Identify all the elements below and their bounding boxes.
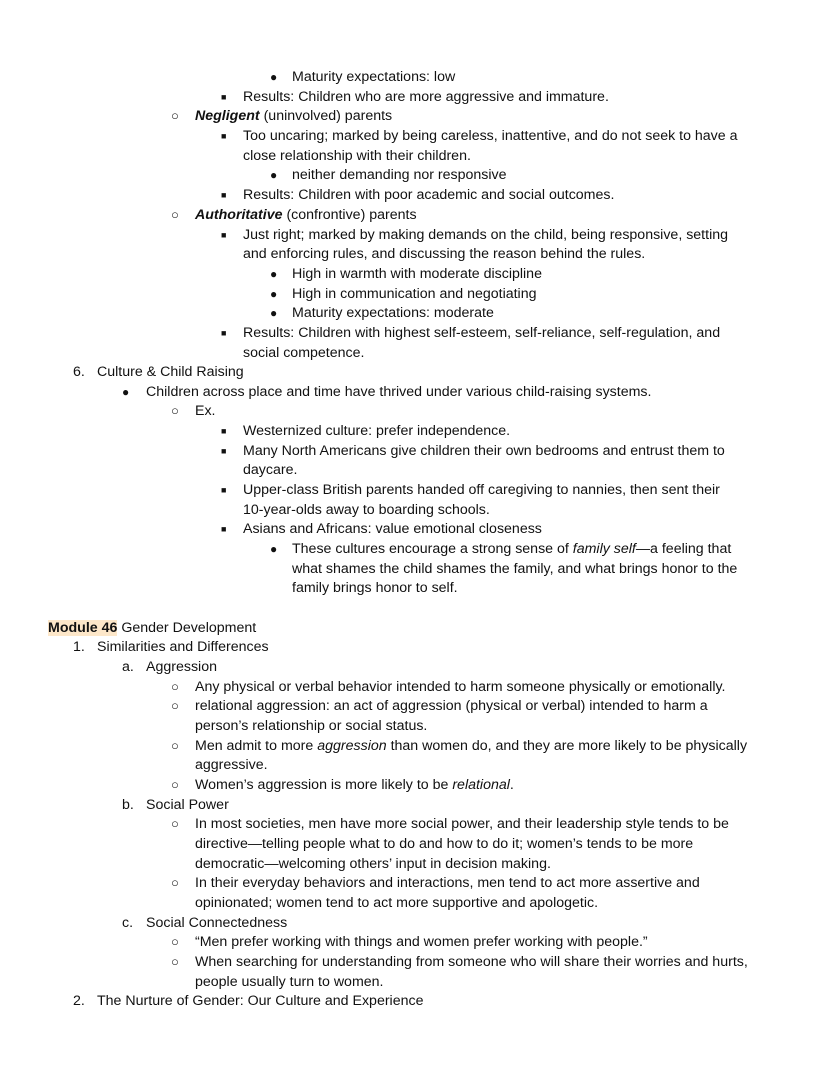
bullet-circle: ○ <box>171 738 179 753</box>
bullet-disc: ● <box>270 70 278 84</box>
text-line <box>292 540 731 558</box>
text-line: In most societies, men have more social power, and their leadership style tends to be <box>195 816 729 832</box>
subsection-heading: Aggression <box>146 659 217 675</box>
bullet-circle: ○ <box>171 934 179 949</box>
list-number: 6. <box>73 364 85 380</box>
text-line: and enforcing rules, and discussing the reason behind the rules. <box>243 246 646 262</box>
text-segment: Men admit to more <box>195 738 318 754</box>
text-line: Maturity expectations: low <box>292 69 456 85</box>
authoritative-heading <box>195 206 417 224</box>
text-segment: . <box>509 777 514 793</box>
text-line: Maturity expectations: moderate <box>292 305 494 321</box>
bullet-disc: ● <box>122 385 130 399</box>
text-line: relational aggression: an act of aggression (physical or verbal) intended to harm a <box>195 698 708 714</box>
bullet-square: ■ <box>221 524 227 534</box>
negligent-rest: (uninvolved) parents <box>259 108 393 124</box>
bullet-circle: ○ <box>171 679 179 694</box>
text-line: In their everyday behaviors and interactions, men tend to act more assertive and <box>195 875 700 891</box>
bullet-disc: ● <box>270 287 278 301</box>
text-line: what shames the child shames the family, and what brings honor to the <box>292 561 738 577</box>
text-line: daycare. <box>243 462 298 478</box>
list-letter: c. <box>122 915 134 931</box>
text-segment: Women’s aggression is more likely to be <box>195 777 453 793</box>
bullet-disc: ● <box>270 306 278 320</box>
section-heading: Similarities and Differences <box>97 639 269 655</box>
bullet-square: ■ <box>221 131 227 141</box>
text-line: Many North Americans give children their own bedrooms and entrust them to <box>243 443 725 459</box>
text-line: family brings honor to self. <box>292 580 458 596</box>
text-line: Results: Children with poor academic and social outcomes. <box>243 187 615 203</box>
text-line: directive—telling people what to do and how to do it; women’s tends to be more <box>195 836 694 852</box>
text-line: person’s relationship or social status. <box>195 718 428 734</box>
bullet-circle: ○ <box>171 954 179 969</box>
text-line: 10-year-olds away to boarding schools. <box>243 502 490 518</box>
authoritative-rest: (confrontive) parents <box>282 207 417 223</box>
text-line: close relationship with their children. <box>243 148 471 164</box>
text-segment: than women do, and they are more likely to be physically <box>386 738 748 754</box>
text-line: Just right; marked by making demands on the child, being responsive, setting <box>243 227 729 243</box>
module-title: Gender Development <box>117 620 257 636</box>
text-segment: —a feeling that <box>635 541 732 557</box>
text-line: Asians and Africans: value emotional closeness <box>243 521 542 537</box>
negligent-heading <box>195 107 392 125</box>
bullet-square: ■ <box>221 190 227 200</box>
text-line: High in warmth with moderate discipline <box>292 266 542 282</box>
bullet-square: ■ <box>221 328 227 338</box>
text-line: Westernized culture: prefer independence. <box>243 423 511 439</box>
text-line <box>195 776 514 794</box>
list-number: 1. <box>73 639 85 655</box>
bullet-square: ■ <box>221 92 227 102</box>
bullet-circle: ○ <box>171 875 179 890</box>
bullet-circle: ○ <box>171 777 179 792</box>
text-line: Results: Children who are more aggressive and immature. <box>243 89 609 105</box>
list-number: 2. <box>73 993 85 1009</box>
section-heading: Culture & Child Raising <box>97 364 244 380</box>
text-line: people usually turn to women. <box>195 974 384 990</box>
bullet-square: ■ <box>221 426 227 436</box>
text-line: democratic—welcoming others’ input in decision making. <box>195 856 551 872</box>
text-line: “Men prefer working with things and women prefer working with people.” <box>195 934 648 950</box>
text-line: Children across place and time have thrived under various child-raising systems. <box>146 384 652 400</box>
bullet-circle: ○ <box>171 207 179 222</box>
text-line: High in communication and negotiating <box>292 286 537 302</box>
text-line: Results: Children with highest self-esteem, self-reliance, self-regulation, and <box>243 325 721 341</box>
module-label: Module 46 <box>48 620 118 636</box>
text-line: Upper-class British parents handed off caregiving to nannies, then sent their <box>243 482 720 498</box>
bullet-disc: ● <box>270 542 278 556</box>
bullet-disc: ● <box>270 168 278 182</box>
text-line: aggressive. <box>195 757 268 773</box>
bullet-square: ■ <box>221 230 227 240</box>
text-line: Too uncaring; marked by being careless, inattentive, and do not seek to have a <box>243 128 738 144</box>
bullet-circle: ○ <box>171 403 179 418</box>
bullet-square: ■ <box>221 485 227 495</box>
text-line: social competence. <box>243 345 365 361</box>
module-heading <box>48 619 256 637</box>
text-line: neither demanding nor responsive <box>292 167 507 183</box>
section-heading: The Nurture of Gender: Our Culture and Experience <box>97 993 424 1009</box>
negligent-bold: Negligent <box>195 108 260 124</box>
bullet-circle: ○ <box>171 816 179 831</box>
text-line: Ex. <box>195 403 216 419</box>
bullet-circle: ○ <box>171 698 179 713</box>
text-line: When searching for understanding from someone who will share their worries and hurts, <box>195 954 748 970</box>
text-line: Any physical or verbal behavior intended to harm someone physically or emotionally. <box>195 679 726 695</box>
text-line <box>195 737 747 755</box>
relational-term: relational <box>452 777 510 793</box>
bullet-circle: ○ <box>171 108 179 123</box>
family-self-term: family self <box>572 541 636 557</box>
bullet-square: ■ <box>221 446 227 456</box>
list-letter: b. <box>122 797 134 813</box>
text-line: opinionated; women tend to act more supportive and apologetic. <box>195 895 599 911</box>
authoritative-bold: Authoritative <box>195 207 283 223</box>
aggression-term: aggression <box>317 738 387 754</box>
subsection-heading: Social Power <box>146 797 229 813</box>
bullet-disc: ● <box>270 267 278 281</box>
text-segment: These cultures encourage a strong sense of <box>292 541 573 557</box>
list-letter: a. <box>122 659 134 675</box>
subsection-heading: Social Connectedness <box>146 915 288 931</box>
